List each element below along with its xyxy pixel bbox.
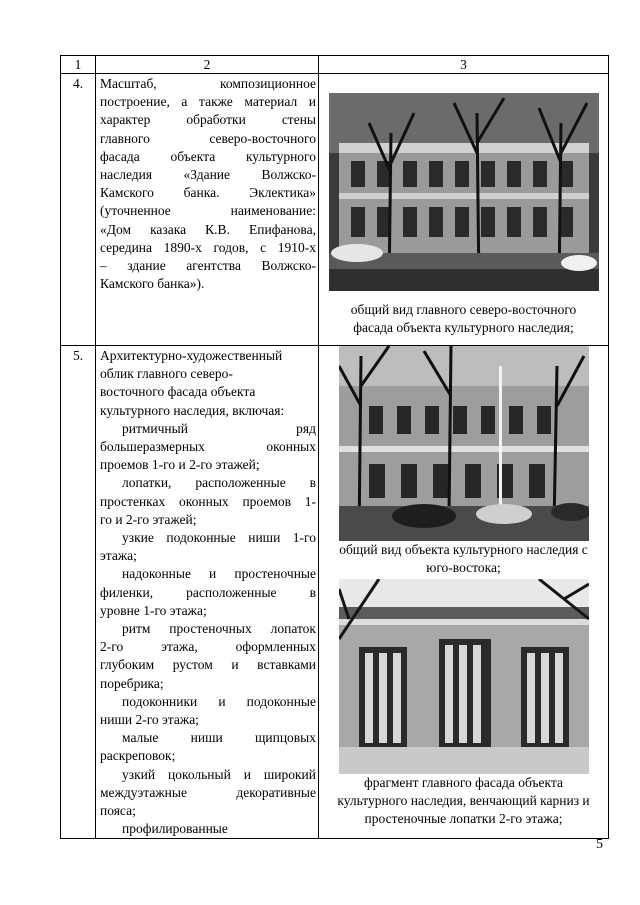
header-col-1: 1 (61, 56, 96, 74)
row-5-line: большеразмерных оконных (100, 439, 316, 455)
row-5-line: восточного фасада объекта (100, 384, 256, 400)
row-5-line: междуэтажные декоративные (100, 784, 316, 800)
photo-caption: фрагмент главного фасада объекта (364, 775, 563, 790)
row-4-line: (уточненное наименование: (100, 203, 316, 219)
photo-caption: фасада объекта культурного наследия; (353, 320, 574, 335)
photo-caption: общий вид главного северо-восточного (350, 302, 577, 317)
row-5-line: лопатки, расположенные в (122, 475, 316, 491)
row-5-text (96, 346, 319, 839)
row-5-line: глубоким рустом и вставками (100, 657, 316, 673)
row-4-text (96, 74, 319, 346)
row-5-line: подоконники и подоконные (122, 693, 316, 709)
heritage-table (60, 55, 609, 839)
row-5-line: Архитектурно-художественный (100, 348, 283, 363)
table-row-4 (61, 74, 609, 346)
row-5-line: облик главного северо- (100, 366, 233, 382)
row-4-illustration (319, 74, 609, 346)
row-4-line: характер обработки стены (100, 112, 316, 128)
facade-fragment-photo (339, 579, 589, 774)
row-5-illustrations (319, 346, 609, 839)
row-5-line: надоконные и простеночные (122, 566, 316, 582)
row-4-line: Масштаб, композиционное (100, 76, 316, 91)
row-4-line: Камского банка»). (100, 276, 205, 292)
row-4-line: «Дом казака К.В. Епифанова, (100, 221, 316, 237)
row-4-line: Камского банка. Эклектика» (100, 185, 316, 201)
table-row-5 (61, 346, 609, 839)
row-5-line: профилированные (122, 821, 228, 837)
row-5-line: ниши 2-го этажа; (100, 712, 199, 728)
row-4-line: середина 1890-х годов, с 1910-х (100, 239, 316, 255)
row-5-line: ритмичный ряд (122, 420, 316, 436)
row-5-line: малые ниши щипцовых (122, 730, 316, 746)
row-5-line: раскреповок; (100, 748, 176, 764)
row-4-line: фасада объекта культурного (100, 148, 316, 164)
header-col-3: 3 (319, 56, 609, 74)
photo-caption: юго-востока; (426, 560, 501, 575)
row-5-line: простенках оконных проемов 1- (100, 493, 316, 509)
row-4-line: наследия «Здание Волжско- (100, 167, 316, 183)
facade-photo-southeast (339, 346, 589, 541)
row-5-line: этажа; (100, 548, 137, 564)
row-5-line: уровне 1-го этажа; (100, 602, 207, 618)
row-4-line: главного северо-восточного (100, 130, 316, 146)
row-number: 4. (61, 74, 96, 346)
header-col-2: 2 (96, 56, 319, 74)
row-5-line: 2-го этажа, оформленных (100, 639, 316, 655)
row-5-line: филенки, расположенные в (100, 584, 316, 600)
row-5-line: узкие подоконные ниши 1-го (122, 530, 316, 546)
photo-caption: культурного наследия, венчающий карниз и (337, 793, 590, 808)
row-5-line: узкий цокольный и широкий (122, 766, 316, 782)
facade-photo-northeast (329, 93, 599, 291)
page-number: 5 (596, 837, 603, 852)
row-5-line: проемов 1-го и 2-го этажей; (100, 457, 260, 473)
row-5-line: го и 2-го этажей; (100, 511, 197, 527)
row-5-line: пояса; (100, 803, 136, 819)
row-5-line: культурного наследия, включая: (100, 402, 285, 418)
row-5-line: ритм простеночных лопаток (122, 621, 316, 637)
row-4-line: – здание агентства Волжско- (100, 258, 316, 274)
row-number: 5. (61, 346, 96, 839)
table-header-row (61, 56, 609, 74)
photo-caption: общий вид объекта культурного наследия с (339, 542, 588, 557)
photo-caption: простеночные лопатки 2-го этажа; (364, 811, 563, 826)
row-4-line: построение, а также материал и (100, 94, 316, 110)
row-5-line: поребрика; (100, 675, 164, 691)
